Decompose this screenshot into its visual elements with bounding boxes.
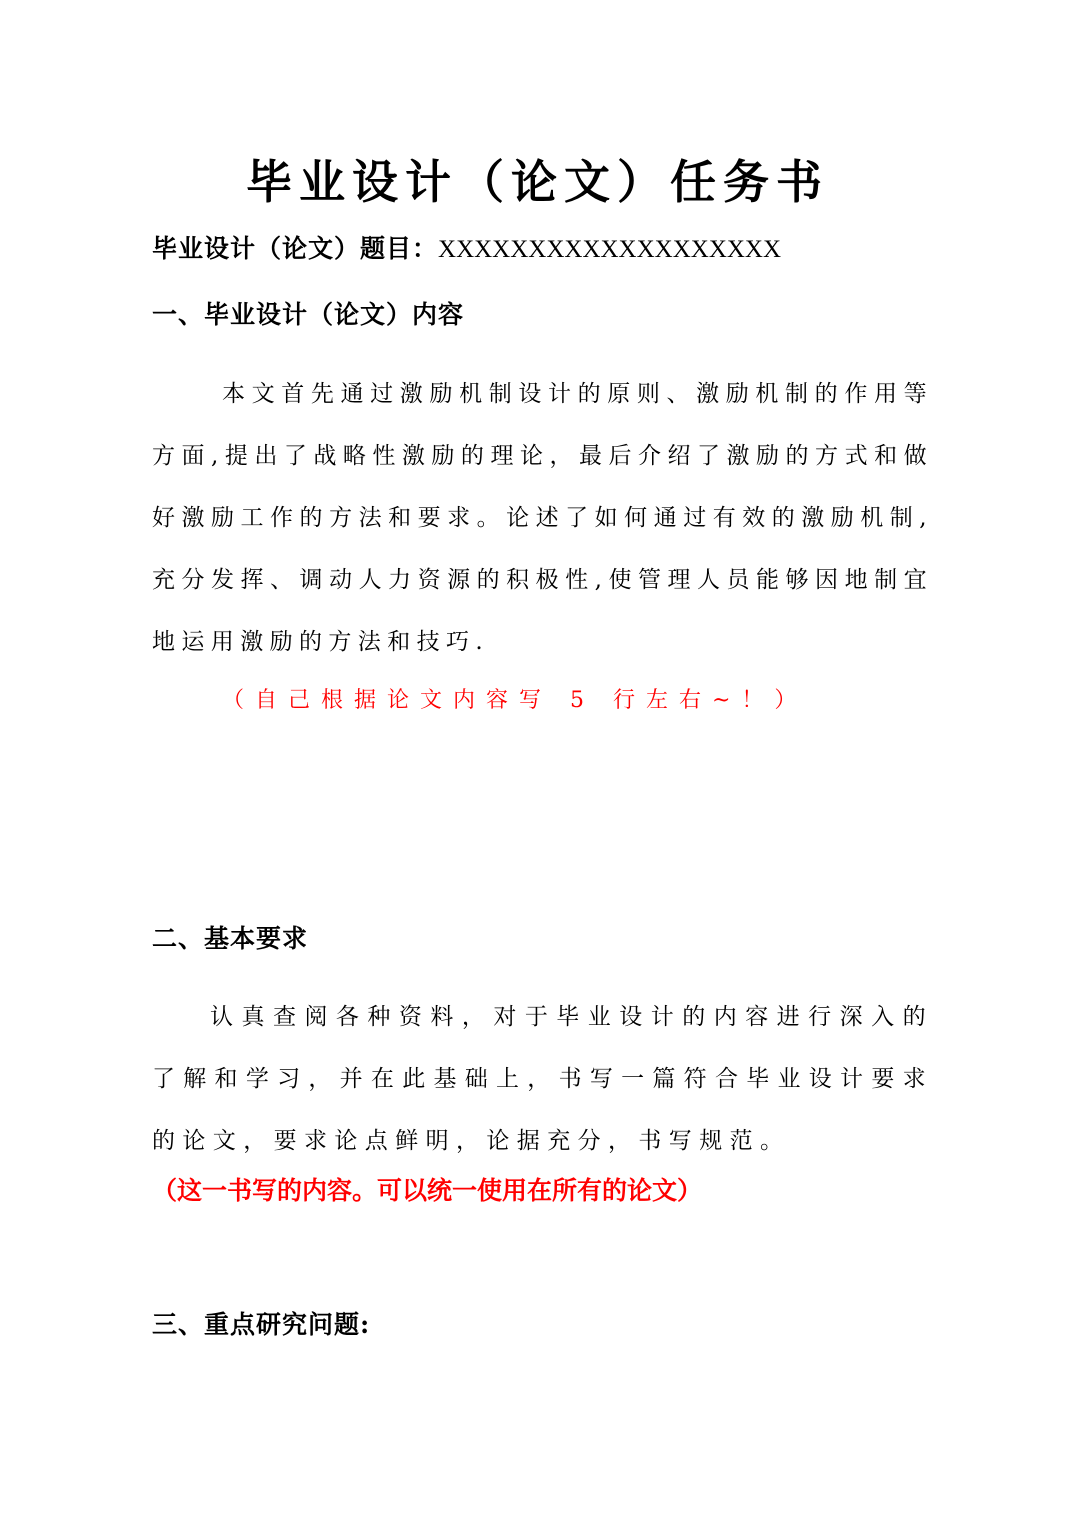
section-heading-requirements: 二、基本要求 xyxy=(152,924,309,953)
document-title: 毕业设计（论文）任务书 xyxy=(246,155,829,209)
topic-line xyxy=(152,229,781,270)
section-content-note: （自己根据论文内容写 5 行左右~！） xyxy=(222,688,808,713)
section-requirements-paragraph: 认真查阅各种资料，对于毕业设计的内容进行深入的了解和学习，并在此基础上，书写一篇符合毕业设计要求的论文，要求论点鲜明，论据充分，书写规范。 xyxy=(152,1004,933,1154)
section-heading-content: 一、毕业设计（论文）内容 xyxy=(152,300,465,329)
section-content-paragraph: 本文首先通过激励机制设计的原则、激励机制的作用等方面,提出了战略性激励的理论，最后介绍了激励的方式和做好激励工作的方法和要求。论述了如何通过有效的激励机制,充分发挥、调动人力资源的积极性,使管理人员能够因地制宜地运用激励的方法和技巧. xyxy=(152,381,933,655)
section-heading-key-issues: 三、重点研究问题: xyxy=(152,1310,371,1339)
topic-label: 毕业设计（论文）题目： xyxy=(152,234,439,263)
topic-value: XXXXXXXXXXXXXXXXXXX xyxy=(438,236,782,263)
section-requirements-note: （这一书写的内容。可以统一使用在所有的论文） xyxy=(152,1176,703,1205)
